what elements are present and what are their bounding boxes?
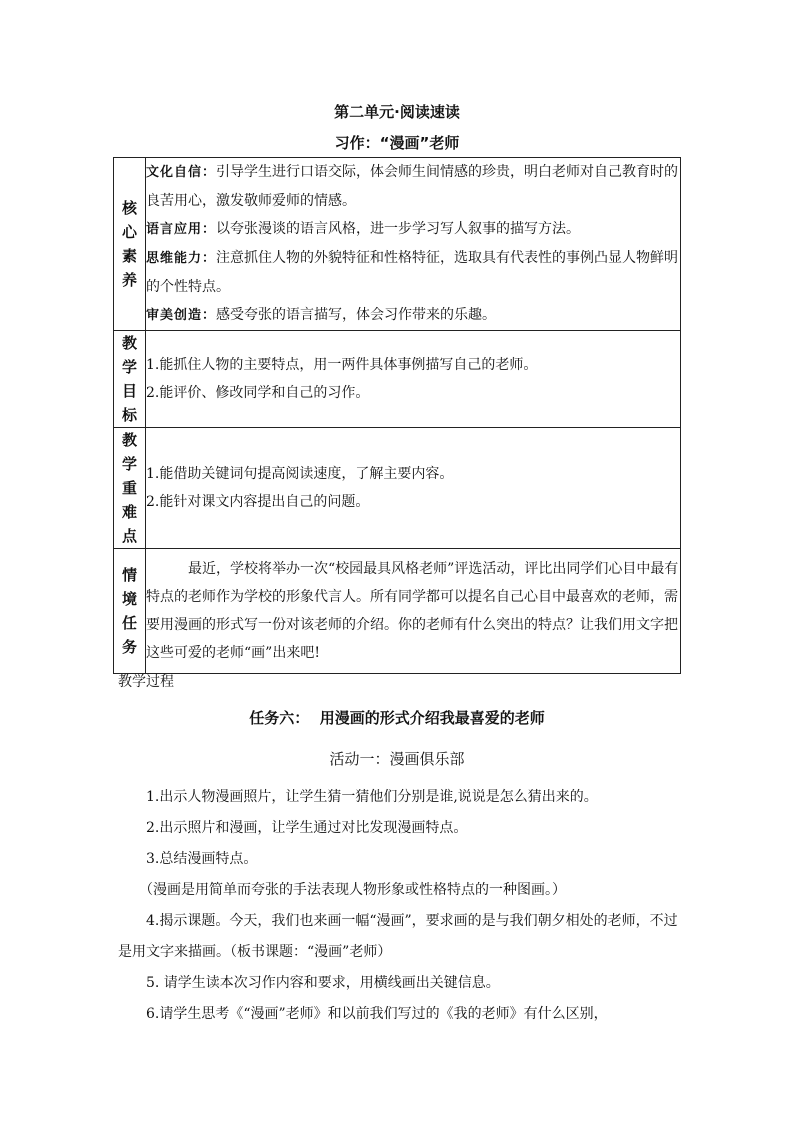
key-points-content [146,428,681,549]
teaching-goals-content [146,331,681,428]
unit-title: 第二单元·阅读速读 [334,103,460,121]
task-title: 任务六： 用漫画的形式介绍我最喜爱的老师 [249,709,545,727]
core-item: 审美创造：感受夸张的语言描写，体会习作带来的乐趣。 [146,307,497,323]
lesson-info-table [113,157,681,674]
teaching-goals-row [114,331,681,428]
step-note: （漫画是用简单而夸张的手法表现人物形象或性格特点的一种图画。） [139,882,566,898]
scenario-task-row [114,549,681,674]
core-item: 思维能力：注意抓住人物的外貌特征和性格特征，选取具有代表性的事例凸显人物鲜明的个性特点。 [146,250,679,295]
step-item: 4.揭示课题。今天，我们也来画一幅“漫画”，要求画的是与我们朝夕相处的老师，不过是用文字来描画。（板书课题：“漫画”老师） [118,913,678,960]
core-keyword: 审美创造： [146,308,217,323]
core-item: 文化自信：引导学生进行口语交际，体会师生间情感的珍贵，明白老师对自己教育时的良苦用心，激发敬师爱师的情感。 [146,164,679,209]
core-keyword: 文化自信： [146,165,217,180]
key-point-item: 2.能针对课文内容提出自己的问题。 [146,494,370,510]
core-item: 语言应用：以夸张漫谈的语言风格，进一步学习写人叙事的描写方法。 [146,221,581,237]
activity-steps [118,782,680,1030]
core-literacy-label: 核 心 素 养 [114,158,146,331]
core-keyword: 思维能力： [146,251,217,266]
step-item: 3.总结漫画特点。 [146,851,258,867]
key-points-row [114,428,681,549]
lesson-title: 习作：“漫画”老师 [334,134,460,152]
scenario-text: 最近，学校将举办一次“校园最具风格老师”评选活动，评比出同学们心目中最有特点的老师作为学校的形象代言人。所有同学都可以提名自己心目中最喜欢的老师，需要用漫画的形式写一份对该老师的介绍。你的老师有什么突出的特点？让我们用文字把这些可爱的老师“画”出来吧! [146,561,679,661]
step-item: 6.请学生思考《“漫画”老师》和以前我们写过的《我的老师》有什么区别， [146,1006,608,1022]
goal-item: 1.能抓住人物的主要特点，用一两件具体事例描写自己的老师。 [146,357,538,373]
scenario-task-label: 情 境 任 务 [114,549,146,674]
activity-title: 活动一：漫画俱乐部 [329,750,465,768]
step-item: 5. 请学生读本次习作内容和要求，用横线画出关键信息。 [146,975,500,991]
core-keyword: 语言应用： [146,222,217,237]
core-literacy-content [146,158,681,331]
key-point-item: 1.能借助关键词句提高阅读速度，了解主要内容。 [146,466,454,482]
key-points-label: 教 学 重 难 点 [114,428,146,549]
teaching-goals-label: 教 学 目 标 [114,331,146,428]
step-item: 1.出示人物漫画照片，让学生猜一猜他们分别是谁,说说是怎么猜出来的。 [146,789,598,805]
goal-item: 2.能评价、修改同学和自己的习作。 [146,385,370,401]
core-literacy-row [114,158,681,331]
step-item: 2.出示照片和漫画，让学生通过对比发现漫画特点。 [146,820,468,836]
scenario-task-content [146,549,681,674]
teaching-process-label: 教学过程 [118,674,174,690]
